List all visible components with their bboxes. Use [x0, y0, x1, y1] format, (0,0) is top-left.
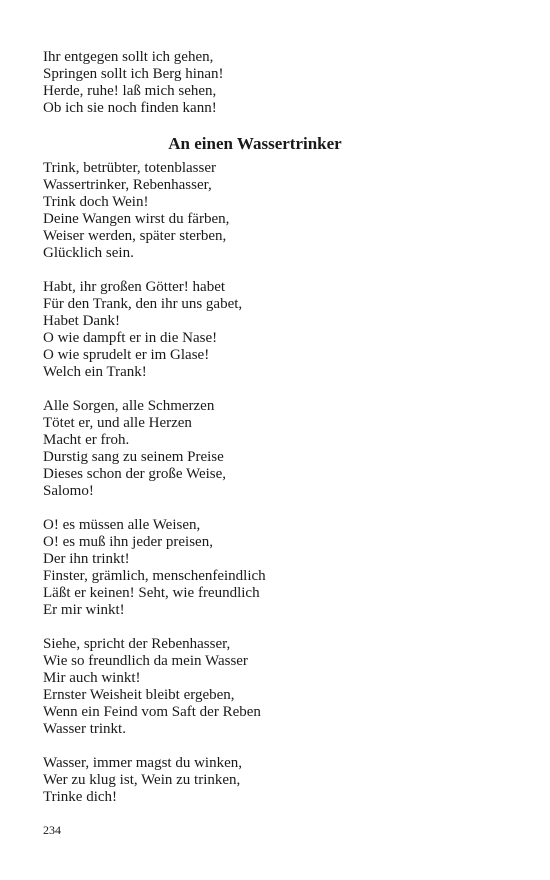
poem-line: Salomo!	[43, 483, 94, 499]
poem-line: Tötet er, und alle Herzen	[43, 415, 192, 431]
poem-line: Finster, grämlich, menschenfeindlich	[43, 568, 266, 584]
poem-line: Durstig sang zu seinem Preise	[43, 449, 224, 465]
poem-line: Mir auch winkt!	[43, 670, 141, 686]
poem-title: An einen Wassertrinker	[168, 134, 342, 153]
page-body	[43, 49, 513, 823]
stanza-3	[43, 398, 513, 500]
page-number: 234	[43, 823, 61, 837]
stanza-1	[43, 160, 513, 262]
poem-line: Läßt er keinen! Seht, wie freundlich	[43, 585, 260, 601]
poem-line: Wassertrinker, Rebenhasser,	[43, 177, 212, 193]
poem-line: Macht er froh.	[43, 432, 130, 448]
poem-line: Für den Trank, den ihr uns gabet,	[43, 296, 243, 312]
poem-line: Wie so freundlich da mein Wasser	[43, 653, 248, 669]
poem-line: O wie sprudelt er im Glase!	[43, 347, 210, 363]
poem-line: Er mir winkt!	[43, 602, 125, 618]
poem-line: Welch ein Trank!	[43, 364, 147, 380]
poem-line: Ob ich sie noch finden kann!	[43, 100, 217, 116]
poem-line: Glücklich sein.	[43, 245, 134, 261]
poem-line: Wenn ein Feind vom Saft der Reben	[43, 704, 261, 720]
poem-line: O wie dampft er in die Nase!	[43, 330, 218, 346]
poem-line: Springen sollt ich Berg hinan!	[43, 66, 224, 82]
poem-line: Trinke dich!	[43, 789, 118, 805]
poem-line: Habt, ihr großen Götter! habet	[43, 279, 226, 295]
poem-line: Siehe, spricht der Rebenhasser,	[43, 636, 231, 652]
poem-line: Trink, betrübter, totenblasser	[43, 160, 216, 176]
stanza-5	[43, 636, 513, 738]
poem-line: Deine Wangen wirst du färben,	[43, 211, 230, 227]
poem-line: Ernster Weisheit bleibt ergeben,	[43, 687, 235, 703]
stanza-6	[43, 755, 513, 806]
poem-line: Ihr entgegen sollt ich gehen,	[43, 49, 214, 65]
stanza-2	[43, 279, 513, 381]
poem-line: Trink doch Wein!	[43, 194, 149, 210]
poem-line: Herde, ruhe! laß mich sehen,	[43, 83, 217, 99]
poem-line: Habet Dank!	[43, 313, 121, 329]
poem-line: Wer zu klug ist, Wein zu trinken,	[43, 772, 241, 788]
intro-stanza	[43, 49, 513, 117]
poem-line: Dieses schon der große Weise,	[43, 466, 227, 482]
poem-line: O! es müssen alle Weisen,	[43, 517, 201, 533]
poem-line: Wasser, immer magst du winken,	[43, 755, 242, 771]
poem-line: Der ihn trinkt!	[43, 551, 130, 567]
stanza-4	[43, 517, 513, 619]
poem-line: Alle Sorgen, alle Schmerzen	[43, 398, 215, 414]
poem-line: Wasser trinkt.	[43, 721, 126, 737]
poem-line: O! es muß ihn jeder preisen,	[43, 534, 213, 550]
poem-line: Weiser werden, später sterben,	[43, 228, 227, 244]
